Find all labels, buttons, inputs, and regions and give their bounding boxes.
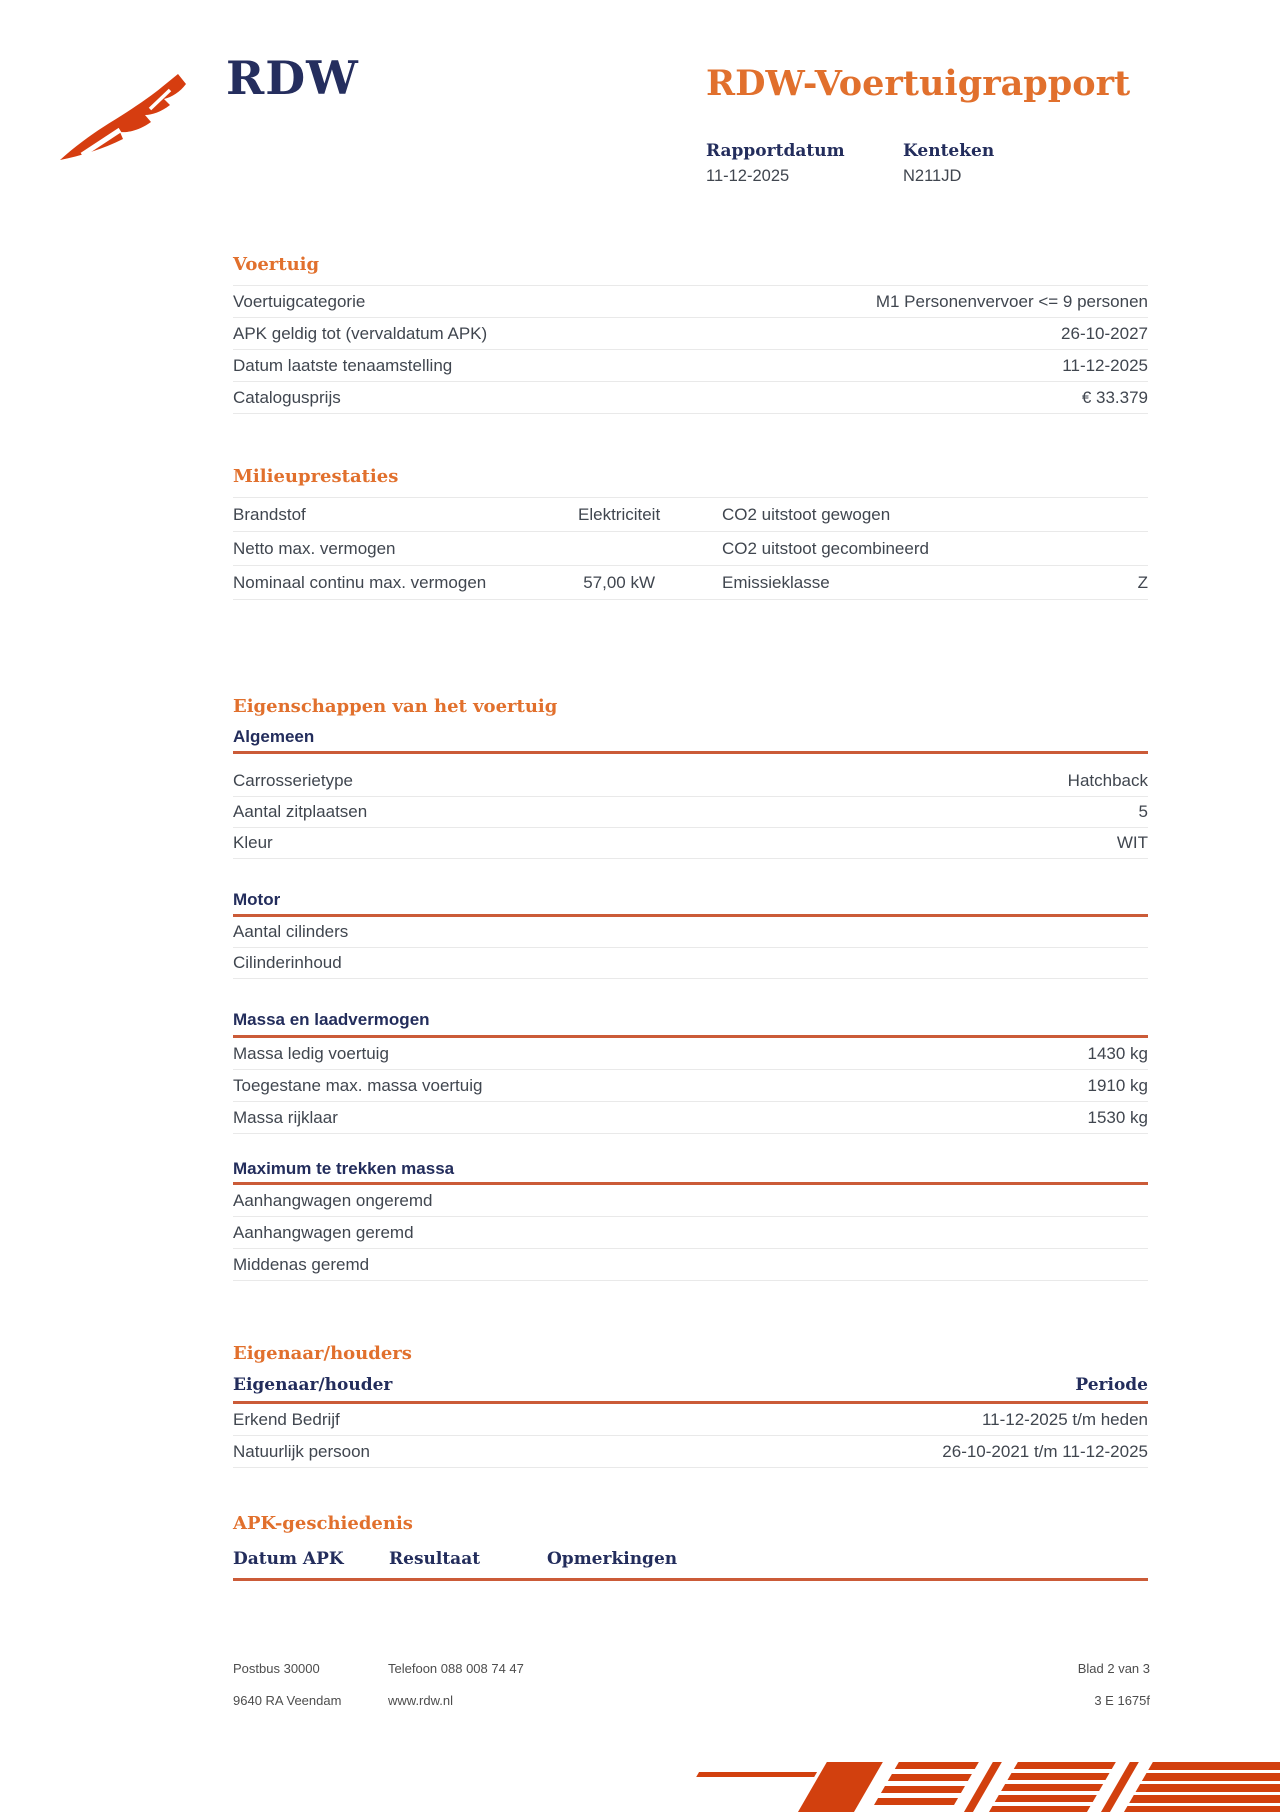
section-heading-apk: APK-geschiedenis <box>233 1513 413 1534</box>
row-value: 5 <box>1138 802 1148 821</box>
column-header: Periode <box>1075 1375 1148 1395</box>
apk-table-header <box>233 1548 1148 1570</box>
table-row <box>233 1070 1148 1102</box>
rdw-feather-logo-icon <box>58 72 188 162</box>
subsection-heading-motor: Motor <box>233 890 281 909</box>
subsection-heading-trekken: Maximum te trekken massa <box>233 1159 455 1178</box>
row-label: Nominaal continu max. vermogen <box>233 572 487 592</box>
row-label: Natuurlijk persoon <box>233 1441 371 1461</box>
voertuig-rows <box>233 285 1148 414</box>
milieu-rows <box>233 497 1148 600</box>
row-value: 1430 kg <box>1087 1043 1148 1063</box>
table-row <box>233 828 1148 859</box>
row-value: 11-12-2025 t/m heden <box>981 1409 1148 1429</box>
row-label: Aanhangwagen geremd <box>233 1222 414 1242</box>
license-plate <box>903 140 994 186</box>
row-label: Netto max. vermogen <box>233 538 396 558</box>
subsection-algemeen <box>233 726 1148 859</box>
column-header: Datum APK <box>233 1549 344 1569</box>
section-eigenaar <box>233 1343 1148 1468</box>
row-label: APK geldig tot (vervaldatum APK) <box>233 323 488 343</box>
row-label: Massa ledig voertuig <box>233 1043 389 1063</box>
section-voertuig <box>233 254 1148 414</box>
row-label: Brandstof <box>233 504 306 524</box>
row-label: Catalogusprijs <box>233 387 341 407</box>
table-row <box>233 1102 1148 1134</box>
section-heading-voertuig: Voertuig <box>233 254 320 275</box>
row-value: 1910 kg <box>1087 1075 1148 1095</box>
row-label: Aantal zitplaatsen <box>233 802 368 821</box>
row-label: Cilinderinhoud <box>233 953 342 972</box>
row-value: 11-12-2025 <box>1062 355 1148 375</box>
row-label: CO2 uitstoot gecombineerd <box>722 538 929 558</box>
footer-phone: Telefoon 088 008 74 47 <box>388 1661 524 1676</box>
rdw-speed-graphic-icon <box>686 1760 1280 1812</box>
table-row <box>233 1404 1148 1436</box>
table-row <box>233 797 1148 828</box>
table-row <box>233 948 1148 979</box>
row-value: 26-10-2021 t/m 11-12-2025 <box>942 1441 1148 1461</box>
section-heading-eigenaar: Eigenaar/houders <box>233 1343 412 1364</box>
subsection-massa <box>233 1009 1148 1134</box>
row-label: CO2 uitstoot gewogen <box>722 504 891 524</box>
row-label: Datum laatste tenaamstelling <box>233 355 453 375</box>
row-label: Massa rijklaar <box>233 1107 338 1127</box>
subsection-motor <box>233 889 1148 979</box>
massa-rows <box>233 1038 1148 1134</box>
row-label: Toegestane max. massa voertuig <box>233 1075 483 1095</box>
section-eigenschappen <box>233 696 1148 718</box>
footer-left <box>233 1662 524 1708</box>
row-value: Elektriciteit <box>578 504 661 524</box>
row-label: Emissieklasse <box>722 572 830 592</box>
section-milieuprestaties <box>233 466 1148 600</box>
trekken-rows <box>233 1185 1148 1281</box>
report-date-value: 11-12-2025 <box>706 167 790 185</box>
footer-website: www.rdw.nl <box>388 1693 454 1708</box>
subsection-heading-algemeen: Algemeen <box>233 727 315 746</box>
report-date-label: Rapportdatum <box>706 141 845 161</box>
table-row <box>233 350 1148 382</box>
motor-rows <box>233 917 1148 979</box>
rdw-logo-text: RDW <box>226 51 359 105</box>
row-label: Carrosserietype <box>233 771 353 790</box>
row-value: 26-10-2027 <box>1061 323 1148 343</box>
report-date <box>706 140 845 186</box>
row-value: WIT <box>1116 833 1148 852</box>
footer-doc-code: 3 E 1675f <box>1094 1693 1150 1708</box>
page-title: RDW-Voertuigrapport <box>706 63 1131 104</box>
section-apk <box>233 1513 1148 1581</box>
table-row <box>233 1249 1148 1281</box>
row-label: Middenas geremd <box>233 1254 370 1274</box>
subsection-trekken <box>233 1158 1148 1281</box>
table-row <box>233 318 1148 350</box>
row-value: 57,00 kW <box>583 572 655 592</box>
row-value: Z <box>1137 572 1148 592</box>
column-header: Opmerkingen <box>547 1549 678 1569</box>
column-header: Resultaat <box>389 1549 481 1569</box>
table-row <box>233 1436 1148 1468</box>
table-row <box>233 498 1148 532</box>
table-row <box>233 286 1148 318</box>
footer-address-line2: 9640 RA Veendam <box>233 1693 342 1708</box>
footer-right <box>1078 1662 1150 1708</box>
license-plate-value: N211JD <box>903 167 962 185</box>
row-value: M1 Personenvervoer <= 9 personen <box>875 291 1148 311</box>
table-row <box>233 1038 1148 1070</box>
footer-address-line1: Postbus 30000 <box>233 1661 320 1676</box>
orange-rule <box>233 1578 1148 1581</box>
table-row <box>233 917 1148 948</box>
row-label: Voertuigcategorie <box>233 291 366 311</box>
orange-rule <box>233 751 1148 754</box>
section-heading-milieuprestaties: Milieuprestaties <box>233 466 399 487</box>
license-plate-label: Kenteken <box>903 141 995 161</box>
table-row <box>233 766 1148 797</box>
table-row <box>233 1217 1148 1249</box>
row-label: Aantal cilinders <box>233 922 349 941</box>
column-header: Eigenaar/houder <box>233 1375 393 1395</box>
table-row <box>233 1185 1148 1217</box>
row-value: Hatchback <box>1067 771 1148 790</box>
table-row <box>233 532 1148 566</box>
row-value: 1530 kg <box>1087 1107 1148 1127</box>
eigenaar-rows <box>233 1404 1148 1468</box>
algemeen-rows <box>233 766 1148 859</box>
subsection-heading-massa: Massa en laadvermogen <box>233 1010 430 1029</box>
row-label: Aanhangwagen ongeremd <box>233 1190 433 1210</box>
table-row <box>233 566 1148 600</box>
row-label: Kleur <box>233 833 273 852</box>
table-row <box>233 382 1148 414</box>
row-value: € 33.379 <box>1081 387 1148 407</box>
eigenaar-table-header <box>233 1373 1148 1397</box>
section-heading-eigenschappen: Eigenschappen van het voertuig <box>233 696 558 717</box>
row-label: Erkend Bedrijf <box>233 1409 340 1429</box>
footer-page-info: Blad 2 van 3 <box>1077 1661 1150 1676</box>
